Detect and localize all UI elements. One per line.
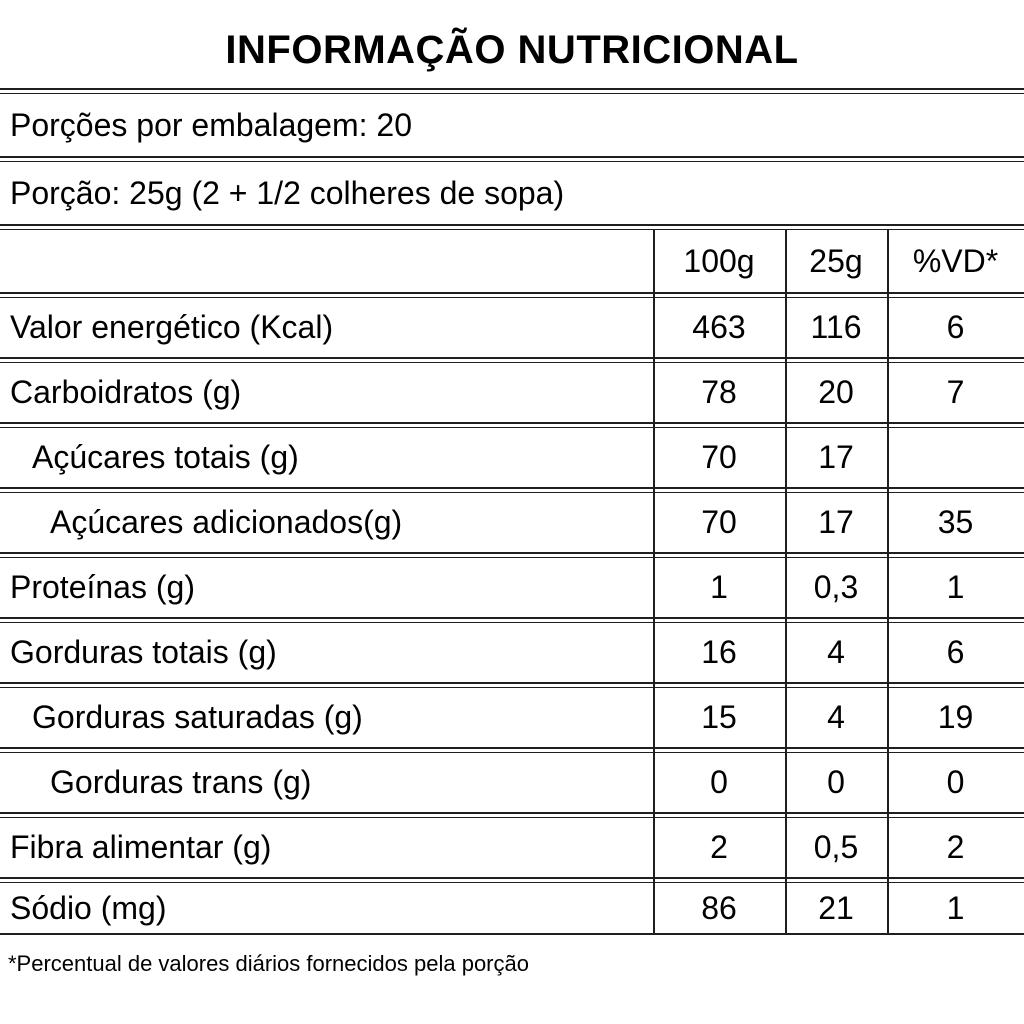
nutrient-label: Valor energético (Kcal)	[10, 309, 334, 345]
header-vd: %VD*	[912, 242, 999, 279]
table-row	[0, 557, 1024, 619]
value-per-100g: 2	[710, 829, 728, 865]
nutrient-label: Açúcares totais (g)	[32, 439, 299, 475]
value-per-25g: 21	[818, 889, 854, 926]
nutrient-label: Fibra alimentar (g)	[10, 829, 272, 865]
table-row	[0, 622, 1024, 684]
value-percent-vd: 6	[946, 309, 965, 345]
table-body	[0, 297, 1024, 935]
value-per-25g: 4	[827, 634, 845, 670]
table-row	[0, 687, 1024, 749]
serving-size-row	[0, 161, 1024, 226]
table-row	[0, 297, 1024, 359]
value-per-100g: 463	[692, 309, 746, 345]
nutrition-table	[0, 229, 1024, 935]
nutrient-label: Gorduras trans (g)	[50, 764, 312, 800]
value-per-100g: 78	[701, 374, 737, 410]
value-percent-vd: 7	[946, 374, 965, 410]
value-per-25g: 116	[810, 309, 862, 345]
table-row	[0, 427, 1024, 489]
value-percent-vd: 19	[937, 699, 974, 735]
servings-per-package-row	[0, 93, 1024, 158]
table-header-row	[0, 229, 1024, 294]
value-percent-vd: 0	[946, 764, 965, 800]
value-percent-vd: 1	[946, 889, 965, 926]
value-per-25g: 0,3	[813, 569, 859, 605]
table-row	[0, 362, 1024, 424]
table-row	[0, 752, 1024, 814]
value-per-25g: 20	[818, 374, 854, 410]
value-per-100g: 15	[701, 699, 737, 735]
value-per-25g: 0,5	[813, 829, 859, 865]
footnote: *Percentual de valores diários fornecidos pela porção	[8, 951, 529, 976]
table-row	[0, 817, 1024, 879]
value-per-25g: 17	[818, 504, 854, 540]
servings-per-package-text: Porções por embalagem: 20	[10, 106, 412, 143]
nutrient-label: Sódio (mg)	[10, 889, 167, 926]
value-per-25g: 17	[818, 439, 854, 475]
value-per-25g: 4	[827, 699, 845, 735]
table-row	[0, 492, 1024, 554]
header-100g: 100g	[683, 242, 755, 279]
header-25g: 25g	[809, 242, 863, 279]
nutrient-label: Gorduras saturadas (g)	[32, 699, 363, 735]
value-percent-vd: 1	[946, 569, 965, 605]
nutrient-label: Proteínas (g)	[10, 569, 195, 605]
table-row	[0, 882, 1024, 935]
nutrient-label: Gorduras totais (g)	[10, 634, 277, 670]
value-percent-vd: 6	[946, 634, 965, 670]
nutrient-label: Açúcares adicionados(g)	[50, 504, 403, 540]
value-percent-vd: 35	[937, 504, 974, 540]
value-percent-vd: 2	[946, 829, 965, 865]
value-per-100g: 70	[701, 439, 737, 475]
page-title: INFORMAÇÃO NUTRICIONAL	[0, 0, 1024, 90]
value-per-100g: 1	[710, 569, 728, 605]
value-per-25g: 0	[827, 764, 845, 800]
value-per-100g: 16	[701, 634, 737, 670]
value-per-100g: 0	[710, 764, 728, 800]
value-per-100g: 70	[701, 504, 737, 540]
serving-size-text: Porção: 25g (2 + 1/2 colheres de sopa)	[10, 174, 565, 211]
nutrient-label: Carboidratos (g)	[10, 374, 242, 410]
value-per-100g: 86	[701, 889, 737, 926]
